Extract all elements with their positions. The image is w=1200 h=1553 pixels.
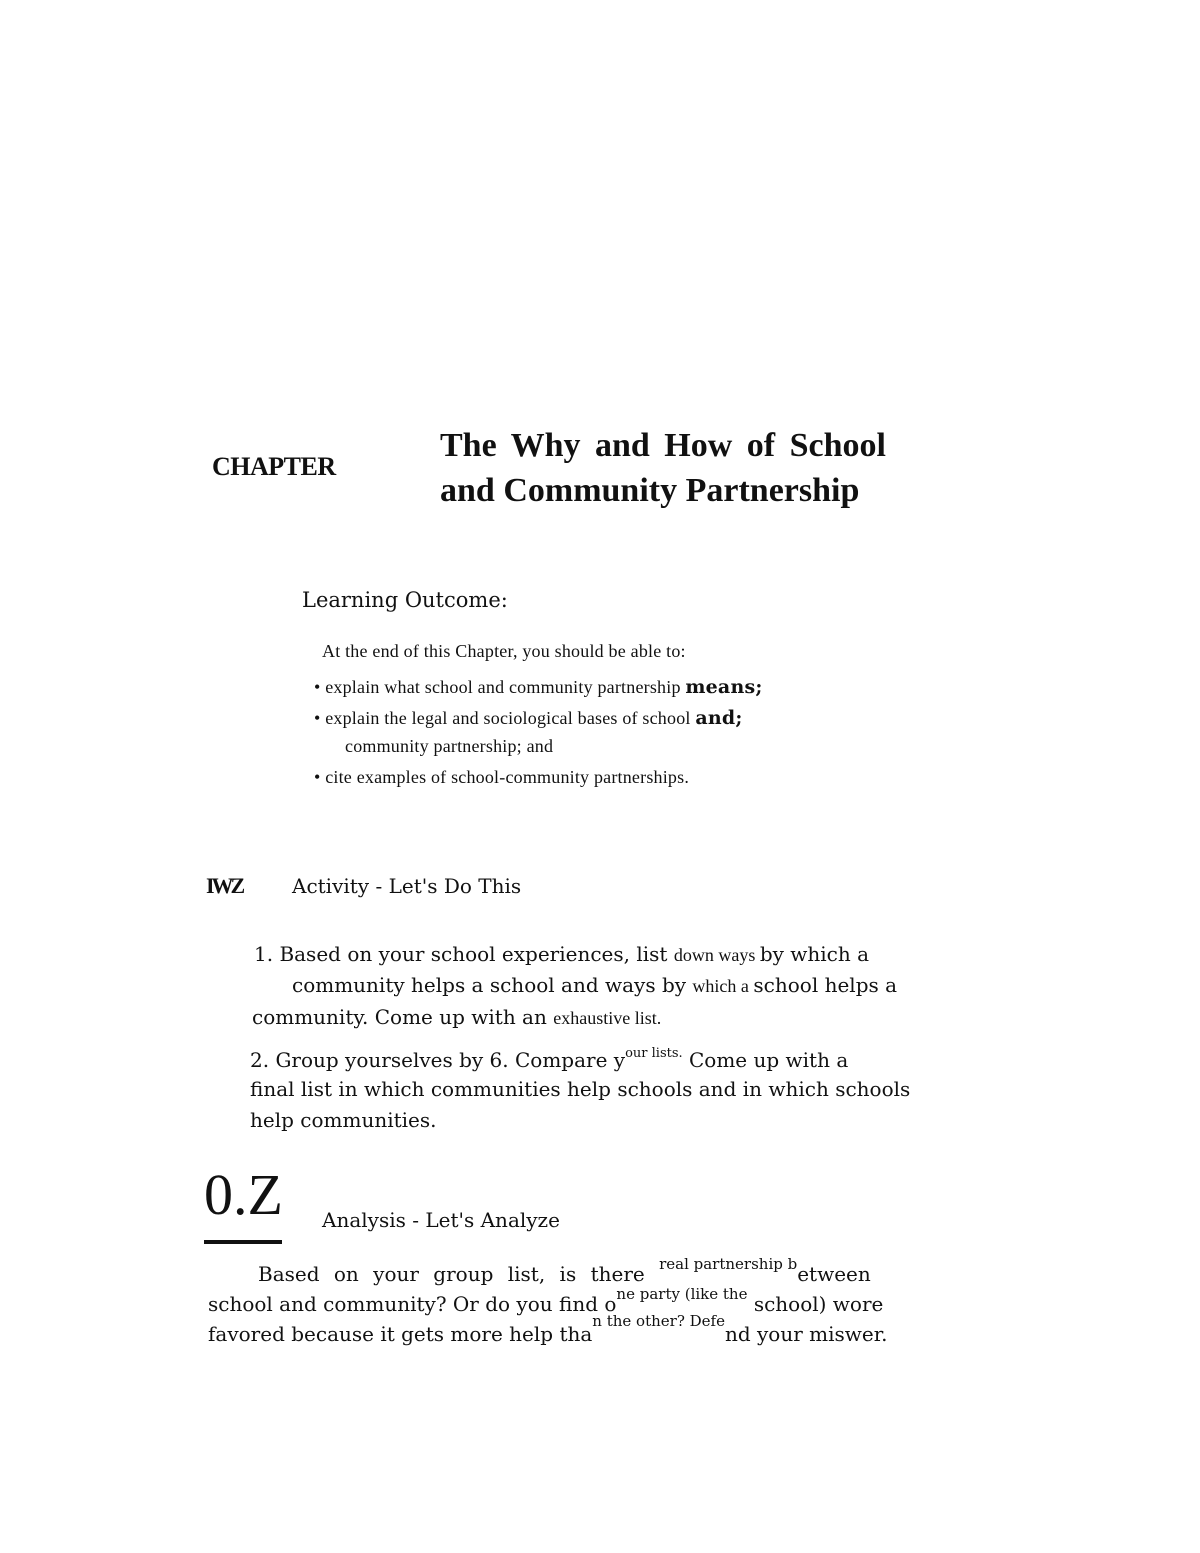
chapter-label: CHAPTER — [212, 452, 336, 481]
text-run: nd your miswer. — [724, 1322, 888, 1346]
text-run: school) wore — [747, 1292, 884, 1316]
text-run: by which a — [759, 942, 870, 966]
activity-heading: Activity - Let's Do This — [292, 874, 522, 898]
text-run: etween — [797, 1262, 871, 1286]
text-run: community. Come up with an — [252, 1005, 554, 1029]
text-run: school helps a — [753, 973, 898, 997]
bullet-text: explain what school and community partnership — [325, 677, 686, 697]
chapter-title-line-1: The Why and How of School — [440, 427, 886, 464]
learning-outcome-bullet-2 — [314, 707, 743, 729]
chapter-title-line-2: and Community Partnership — [440, 472, 860, 509]
activity-item-1-line-2 — [292, 973, 897, 997]
bullet-emphasis: and; — [695, 707, 743, 729]
superscript-run: our lists. — [625, 1046, 683, 1061]
text-run: favored because it gets more help tha — [208, 1322, 593, 1346]
activity-item-2-line-1 — [250, 1046, 848, 1072]
bullet-emphasis: means; — [685, 676, 763, 698]
learning-outcome-bullet-1 — [314, 676, 763, 698]
text-run: exhaustive list. — [553, 1008, 662, 1028]
text-run: Come up with a — [682, 1048, 849, 1072]
analysis-question-line-2 — [208, 1285, 884, 1316]
raised-text-run: n the other? Defe — [592, 1312, 725, 1330]
bullet-text: cite examples of school-community partnerships. — [325, 767, 690, 787]
activity-item-1-line-1 — [254, 942, 869, 966]
analysis-question-line-3 — [208, 1312, 888, 1346]
learning-outcome-bullet-3 — [314, 767, 689, 788]
analysis-question-line-1 — [258, 1255, 871, 1286]
text-run: down ways — [673, 945, 760, 965]
learning-outcome-bullet-2-continuation: community partnership; and — [345, 736, 554, 756]
learning-outcome-heading: Learning Outcome: — [302, 588, 508, 612]
raised-text-run: real partnership b — [659, 1255, 798, 1273]
activity-item-2-line-2: final list in which communities help schools and in which schools — [250, 1077, 911, 1101]
text-run: school and community? Or do you find o — [208, 1292, 617, 1316]
activity-item-2-line-3: help communities. — [250, 1108, 437, 1132]
bullet-glyph: • — [314, 677, 321, 697]
learning-outcome-intro: At the end of this Chapter, you should be able to: — [322, 641, 686, 661]
text-run: 1. Based on your school experiences, list — [254, 942, 674, 966]
raised-text-run: ne party (like the — [616, 1285, 748, 1303]
analysis-heading: Analysis - Let's Analyze — [322, 1208, 560, 1232]
text-run: Based on your group list, is there — [258, 1262, 660, 1286]
activity-icon: IWZ — [206, 873, 243, 898]
activity-item-1-line-3 — [252, 1005, 661, 1029]
analysis-icon: 0.Z — [204, 1162, 283, 1227]
text-run: community helps a school and ways by — [292, 973, 693, 997]
analysis-icon-underline — [204, 1240, 282, 1244]
bullet-glyph: • — [314, 767, 321, 787]
text-run: which a — [692, 976, 754, 996]
text-run: 2. Group yourselves by 6. Compare y — [250, 1048, 626, 1072]
bullet-glyph: • — [314, 708, 321, 728]
bullet-text: explain the legal and sociological bases of school — [325, 708, 696, 728]
